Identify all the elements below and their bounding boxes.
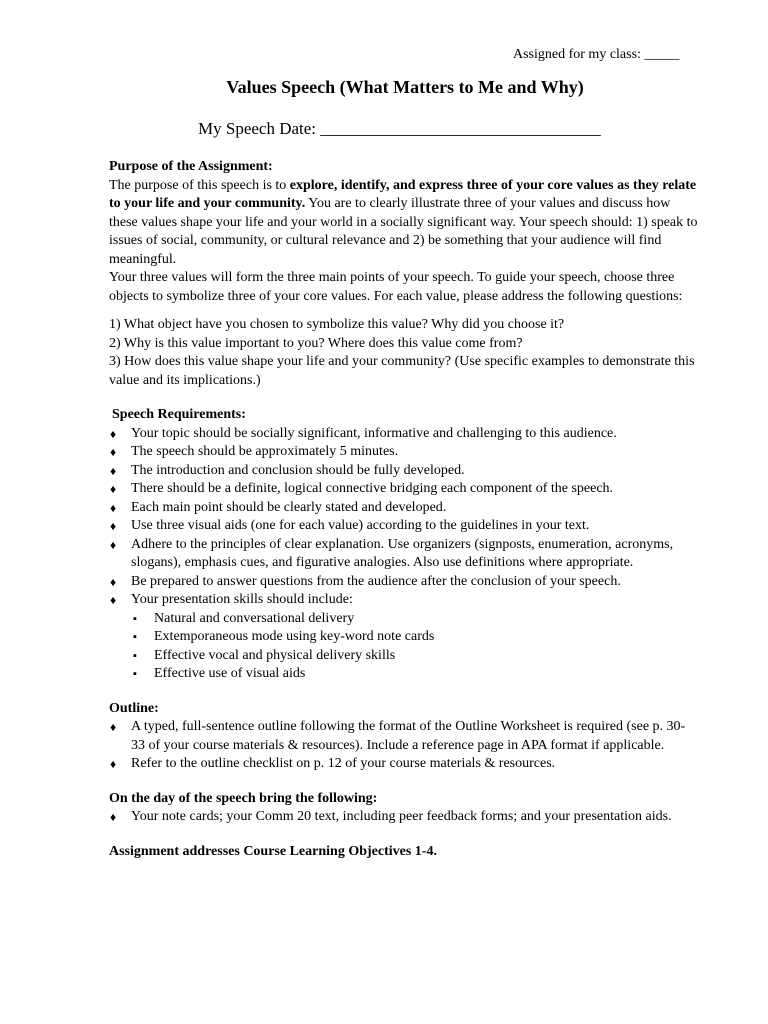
purpose-text-a: The purpose of this speech is to: [109, 177, 290, 193]
purpose-heading: Purpose of the Assignment:: [109, 159, 273, 174]
list-item: ▪ Extemporaneous mode using key-word note cards: [109, 628, 699, 647]
list-item: ♦ Adhere to the principles of clear explanation. Use organizers (signposts, enumeration, acronyms, slogans), emphasis cues, and figurative analogies. Also use definitions where appropriate.: [110, 536, 674, 570]
diamond-bullet-icon: ♦: [110, 537, 117, 552]
square-bullet-icon: ▪: [133, 612, 137, 625]
diamond-bullet-icon: ♦: [110, 810, 117, 824]
list-item: ♦ The speech should be approximately 5 minutes.: [109, 443, 699, 462]
diamond-bullet-icon: ♦: [110, 757, 117, 771]
list-item: ♦ A typed, full-sentence outline following the format of the Outline Worksheet is required (see p. 30-33 of your course materials & resources). Include a reference page in APA format if applicable.: [110, 719, 686, 753]
purpose-text-b: You are to clearly illustrate three of your values and discuss how these values shape your life and your world in a socially significant way. Your speech should: 1) speak to issues of social, community, or cultural relevance and 2) be something that your audience will find meaningful.: [109, 196, 698, 267]
list-item: ♦ The introduction and conclusion should be fully developed.: [109, 462, 699, 481]
assigned-class-line: Assigned for my class: _____: [513, 47, 680, 62]
presentation-skills-list: [109, 610, 699, 684]
diamond-bullet-icon: ♦: [110, 720, 117, 734]
purpose-paragraph-2: Your three values will form the three main points of your speech. To guide your speech, choose three objects to symbolize three of your core values. For each value, please address the following questions:: [109, 270, 683, 304]
square-bullet-icon: ▪: [133, 668, 137, 680]
list-item: ♦ Your presentation skills should include:: [109, 591, 699, 610]
diamond-bullet-icon: ♦: [110, 463, 117, 478]
question-2: 2) Why is this value important to you? Where does this value come from?: [109, 335, 523, 351]
learning-objectives-note: Assignment addresses Course Learning Objectives 1-4.: [109, 843, 437, 859]
question-3: 3) How does this value shape your life and your community? (Use specific examples to demonstrate this value and its implications.): [109, 354, 695, 388]
day-of-list: [109, 808, 699, 827]
list-item: ♦ Use three visual aids (one for each value) according to the guidelines in your text.: [109, 517, 699, 536]
purpose-text-bold: explore, identify, and express three of your core values as they relate to your life and your community.: [109, 177, 697, 211]
document-body: [109, 158, 699, 861]
diamond-bullet-icon: ♦: [110, 519, 117, 533]
diamond-bullet-icon: ♦: [110, 445, 117, 459]
list-item: ♦ Refer to the outline checklist on p. 12 of your course materials & resources.: [109, 755, 699, 774]
question-1: 1) What object have you chosen to symbolize this value? Why did you choose it?: [109, 317, 565, 332]
diamond-bullet-icon: ♦: [110, 426, 117, 441]
requirements-heading: Speech Requirements:: [112, 407, 246, 422]
list-item: ▪ Effective vocal and physical delivery skills: [109, 647, 699, 666]
list-item: ♦ There should be a definite, logical connective bridging each component of the speech.: [109, 480, 699, 499]
document-title: Values Speech (What Matters to Me and Why): [226, 77, 584, 97]
day-of-heading: On the day of the speech bring the following:: [109, 790, 378, 806]
outline-list: [109, 718, 699, 774]
purpose-paragraph-1: [109, 177, 699, 270]
square-bullet-icon: ▪: [133, 631, 137, 643]
list-item: ♦ Each main point should be clearly stated and developed.: [109, 499, 699, 518]
list-item: ▪ Effective use of visual aids: [109, 665, 699, 684]
list-item: ♦ Your note cards; your Comm 20 text, including peer feedback forms; and your presentation aids.: [109, 808, 699, 827]
requirements-list: [109, 425, 699, 610]
diamond-bullet-icon: ♦: [110, 500, 117, 515]
outline-heading: Outline:: [109, 700, 159, 716]
list-item: ♦ Be prepared to answer questions from the audience after the conclusion of your speech.: [109, 573, 699, 592]
speech-date-line: My Speech Date: _________________________________: [198, 119, 601, 138]
list-item: ▪ Natural and conversational delivery: [109, 610, 699, 629]
list-item: ♦ Your topic should be socially significant, informative and challenging to this audience.: [109, 425, 699, 444]
diamond-bullet-icon: ♦: [110, 574, 117, 589]
diamond-bullet-icon: ♦: [110, 593, 117, 607]
square-bullet-icon: ▪: [133, 649, 137, 662]
diamond-bullet-icon: ♦: [110, 482, 117, 496]
